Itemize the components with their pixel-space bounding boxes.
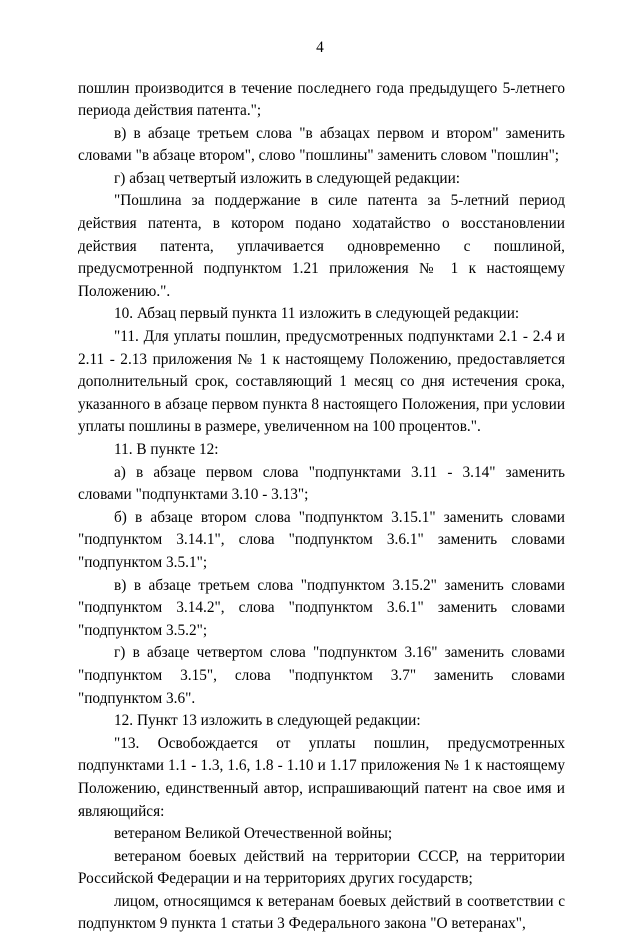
paragraph: ветераном боевых действий на территории СССР, на территории Российской Федерации и на территориях других государств; (78, 846, 565, 891)
paragraph: в) в абзаце третьем слова "в абзацах первом и втором" заменить словами "в абзаце втором", слово "пошлины" заменить словом "пошлин"; (78, 123, 565, 168)
document-body (78, 78, 565, 936)
paragraph: "11. Для уплаты пошлин, предусмотренных подпунктами 2.1 - 2.4 и 2.11 - 2.13 приложения № 1 к настоящему Положению, предоставляется дополнительный срок, составляющий 1 месяц со дня истечения срока, указанного в абзаце первом пункта 8 настоящего Положения, при условии уплаты пошлины в размере, увеличенном на 100 процентов.". (78, 326, 565, 439)
paragraph: 12. Пункт 13 изложить в следующей редакции: (78, 710, 565, 733)
paragraph: в) в абзаце третьем слова "подпунктом 3.15.2" заменить словами "подпунктом 3.14.2", слова "подпунктом 3.6.1" заменить словами "подпунктом 3.5.2"; (78, 575, 565, 643)
paragraph: г) в абзаце четвертом слова "подпунктом 3.16" заменить словами "подпунктом 3.15", слова "подпунктом 3.7" заменить словами "подпунктом 3.6". (78, 642, 565, 710)
paragraph: "13. Освобождается от уплаты пошлин, предусмотренных подпунктами 1.1 - 1.3, 1.6, 1.8 - 1.10 и 1.17 приложения № 1 к настоящему Положению, единственный автор, испрашивающий патент на свое имя и являющийся: (78, 733, 565, 823)
page-number: 4 (0, 38, 640, 58)
paragraph: пошлин производится в течение последнего года предыдущего 5-летнего периода действия патента."; (78, 78, 565, 123)
paragraph: г) абзац четвертый изложить в следующей редакции: (78, 168, 565, 191)
paragraph: ветераном Великой Отечественной войны; (78, 823, 565, 846)
paragraph: а) в абзаце первом слова "подпунктами 3.11 - 3.14" заменить словами "подпунктами 3.10 - 3.13"; (78, 462, 565, 507)
paragraph: 11. В пункте 12: (78, 439, 565, 462)
paragraph: б) в абзаце втором слова "подпунктом 3.15.1" заменить словами "подпунктом 3.14.1", слова "подпунктом 3.6.1" заменить словами "подпунктом 3.5.1"; (78, 507, 565, 575)
paragraph: лицом, относящимся к ветеранам боевых действий в соответствии с подпунктом 9 пункта 1 статьи 3 Федерального закона "О ветеранах", (78, 891, 565, 936)
paragraph: 10. Абзац первый пункта 11 изложить в следующей редакции: (78, 303, 565, 326)
paragraph: "Пошлина за поддержание в силе патента за 5-летний период действия патента, в котором подано ходатайство о восстановлении действия патента, уплачивается одновременно с пошлиной, предусмотренной подпунктом 1.21 приложения № 1 к настоящему Положению.". (78, 190, 565, 303)
